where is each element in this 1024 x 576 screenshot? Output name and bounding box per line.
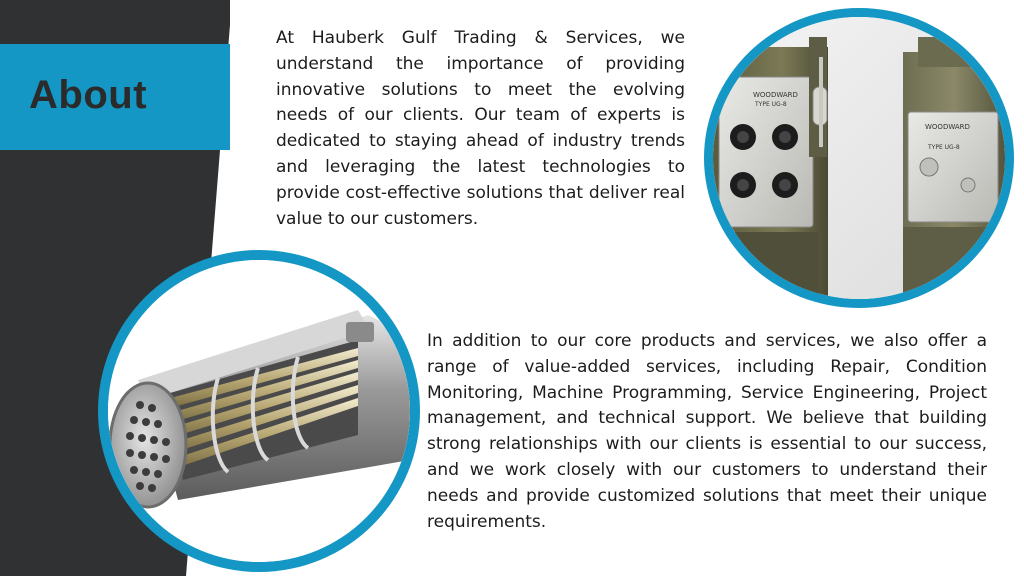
governor-plate-type: TYPE UG-8 [755, 101, 787, 108]
governor-plate-type-right: TYPE UG-8 [928, 144, 960, 151]
services-paragraph: In addition to our core products and services, we also offer a range of value-added services, including Repair, Condition Monitoring, Machine Programming, Service Engineering, Project management, and technical support. We believe that building strong relationships with our clients is essential to our success, and we work closely with our customers to understand their needs and provide customized solutions that meet their unique requirements. [427, 331, 987, 532]
governor-image [713, 17, 1005, 299]
section-title: About [29, 73, 148, 117]
heat-exchanger-image [108, 260, 410, 562]
governor-image-frame [704, 8, 1014, 308]
heat-exchanger-image-frame [98, 250, 420, 572]
intro-paragraph: At Hauberk Gulf Trading & Services, we understand the importance of providing innovative solutions to meet the evolving needs of our clients. Our team of experts is dedicated to staying ahead of industry trends and leveraging the latest technologies to provide cost-effective solutions that deliver real value to our customers. [276, 28, 685, 229]
governor-plate-text-right: WOODWARD [925, 123, 970, 131]
governor-plate-text: WOODWARD [753, 91, 798, 99]
